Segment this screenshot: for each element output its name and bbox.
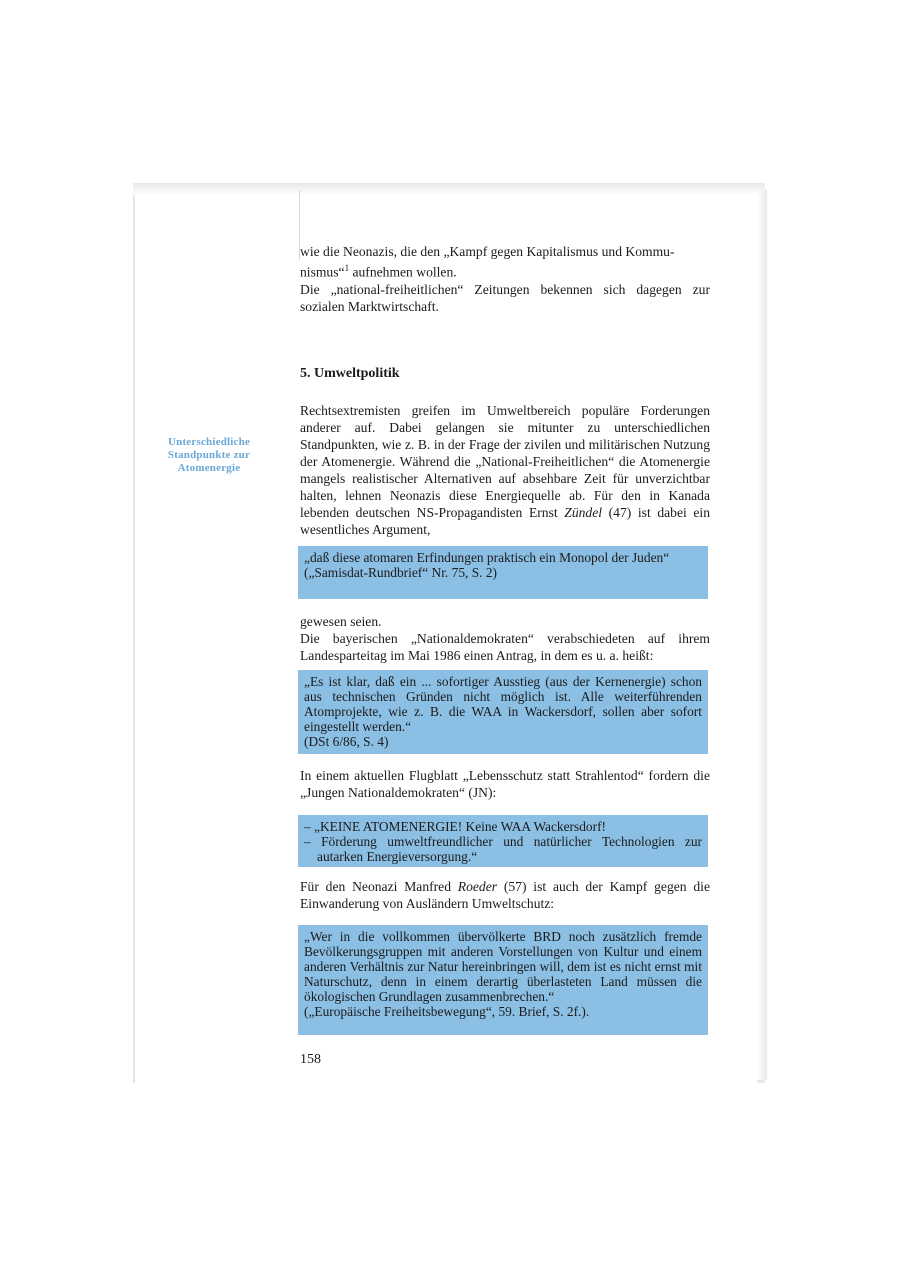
quote-box xyxy=(298,815,708,867)
person-name: Roeder xyxy=(457,879,498,894)
paragraph xyxy=(300,878,710,912)
quote-text: „Es ist klar, daß ein ... sofortiger Ausstieg (aus der Kernenergie) schon aus technischen Gründen nicht möglich ist. Alle weiterführenden Atomprojekte, wie z. B. die WAA in Wackersdorf, sollen aber sofort eingestellt werden.“ xyxy=(304,674,702,734)
paragraph-body: (47) ist dabei ein wesentliches Argument, xyxy=(300,505,710,537)
page-number: 158 xyxy=(300,1052,321,1067)
quote-source: (DSt 6/86, S. 4) xyxy=(304,734,389,749)
paragraph-text xyxy=(300,878,710,912)
quote-text: „daß diese atomaren Erfindungen praktisch ein Monopol der Juden“ xyxy=(304,550,670,565)
person-name: Zündel xyxy=(564,505,603,520)
paragraph-body: Rechtsextremisten greifen im Umweltbereich populäre Forderungen anderer auf. Dabei gelangen sie mitunter zu unterschiedlichen Standpunkten, wie z. B. in der Frage der zivilen und militärischen Nutzung der Atomenergie. Während die „National-Freiheitlichen“ die Atomenergie mangels realistischer Alternativen auf absehbare Zeit für unverzichtbar halten, lehnen Neonazis diese Energiequelle ab. Für den in Kanada lebenden deutschen NS-Propagandisten Ernst xyxy=(300,403,710,520)
intro-line xyxy=(300,260,710,281)
paragraph xyxy=(300,613,710,664)
paragraph-body: Für den Neonazi Manfred xyxy=(300,879,458,894)
paragraph-text: Die bayerischen „Nationaldemokraten“ verabschiedeten auf ihrem Landesparteitag im Mai 1986 einen Antrag, in dem es u. a. heißt: xyxy=(300,631,710,663)
margin-note-line: Standpunkte zur xyxy=(167,449,251,461)
paragraph-text: gewesen seien. xyxy=(300,614,382,629)
intro-line: Die „national-freiheitlichen“ Zeitungen bekennen sich dagegen zur sozialen Marktwirtschaft. xyxy=(300,281,710,314)
paragraph xyxy=(300,402,710,538)
intro-text: aufnehmen wollen. xyxy=(349,264,457,280)
page-right-shadow xyxy=(757,190,767,1080)
quote-box xyxy=(298,670,708,754)
section-heading: 5. Umweltpolitik xyxy=(300,366,400,381)
quote-box xyxy=(298,546,708,599)
footnote-marker: 1 xyxy=(344,263,350,273)
quote-source: („Europäische Freiheitsbewegung“, 59. Brief, S. 2f.). xyxy=(304,1004,590,1019)
quote-list-item: – „KEINE ATOMENERGIE! Keine WAA Wackersdorf! xyxy=(304,819,606,834)
quote-text: „Wer in die vollkommen übervölkerte BRD noch zusätzlich fremde Bevölkerungsgruppen mit anderen Vorstellungen von Kultur und einem anderen Verhältnis zur Natur hereinbringen will, dem ist es nicht ernst mit Naturschutz, denn in einem derartig überlasteten Land müssen die ökologischen Grundlagen zusammenbrechen.“ xyxy=(304,929,702,1004)
quote-box xyxy=(298,925,708,1035)
paragraph-text: In einem aktuellen Flugblatt „Lebensschutz statt Strahlentod“ fordern die „Jungen Nationaldemokraten“ (JN): xyxy=(300,768,710,800)
quote-list-item: – Förderung umweltfreundlicher und natürlicher Technologien zur autarken Energieversorgung.“ xyxy=(304,834,702,864)
paragraph-text xyxy=(300,402,710,538)
page-top-shadow xyxy=(133,183,765,195)
intro-text: nismus“ xyxy=(300,264,345,280)
intro-line: wie die Neonazis, die den „Kampf gegen Kapitalismus und Kommu- xyxy=(300,244,675,259)
quote-source: („Samisdat-Rundbrief“ Nr. 75, S. 2) xyxy=(304,565,498,580)
paragraph xyxy=(300,767,710,801)
margin-note-line: Unterschiedliche xyxy=(167,436,251,448)
margin-note-line: Atomenergie xyxy=(177,462,241,474)
intro-paragraph xyxy=(300,243,710,315)
paragraph-body: (57) ist auch der Kampf gegen die Einwanderung von Ausländern Umweltschutz: xyxy=(300,879,710,911)
margin-note xyxy=(150,436,268,475)
